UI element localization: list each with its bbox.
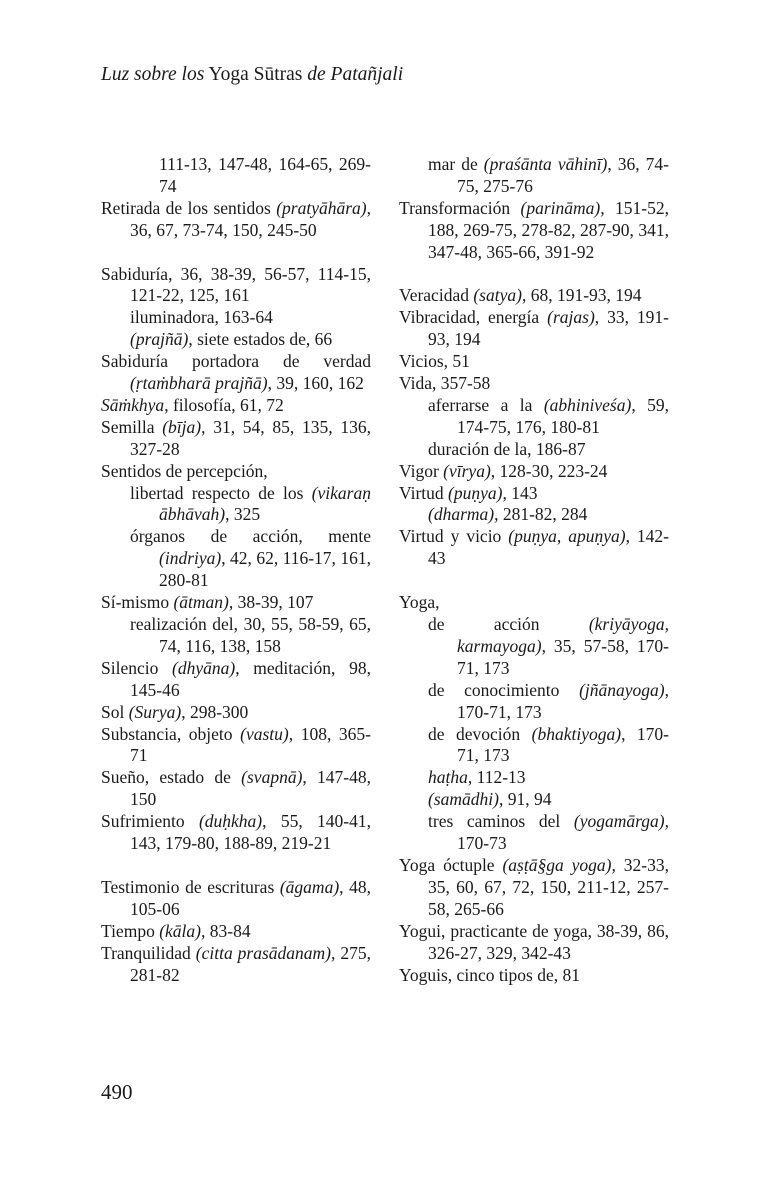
running-head-italic-2: de Patañjali (307, 64, 404, 85)
sanskrit-term: (bhaktiyoga) (531, 723, 622, 744)
entry-text: Vibracidad, energía (399, 307, 548, 328)
entry-text: , 170-71, 173 (457, 723, 669, 766)
sanskrit-term: (indriya) (159, 548, 222, 569)
entry-text: 111-13, 147-48, 164-65, 269-74 (159, 154, 371, 196)
entry-text: Virtud (399, 482, 449, 503)
index-entry (399, 855, 669, 921)
sanskrit-term: (ṛtaṁbharā prajñā) (130, 373, 268, 394)
sanskrit-term: (vīrya) (443, 460, 491, 481)
index-entry (101, 351, 371, 395)
sanskrit-term: (dharma) (428, 504, 495, 525)
entry-text: Sabiduría portadora de verdad (101, 351, 371, 372)
entry-text: Sufrimiento (101, 811, 199, 832)
sanskrit-term: (duḥkha) (198, 811, 263, 832)
index-subentry (399, 154, 669, 198)
entry-text: aferrarse a la (428, 394, 544, 415)
entry-text: Sentidos de percepción, (101, 460, 268, 481)
entry-text: , 112-13 (467, 767, 526, 788)
index-column-right (399, 154, 669, 986)
entry-text: Tranquilidad (101, 942, 196, 963)
index-entry (101, 461, 371, 483)
sanskrit-term: Sāṁkhya (101, 394, 165, 415)
index-entry (399, 285, 669, 307)
sanskrit-term: (parināma), (520, 197, 605, 218)
sanskrit-term: (jñānayoga) (579, 679, 665, 700)
sanskrit-term: (puṇya, apuṇya) (508, 526, 626, 547)
entry-text: 275, 281-82 (130, 942, 371, 985)
entry-text: , 128-30, 223-24 (490, 460, 608, 481)
entry-text: Vigor (399, 460, 444, 481)
index-entry (399, 592, 669, 614)
sanskrit-term: (āgama) (279, 876, 340, 897)
entry-text: Tiempo (101, 920, 160, 941)
entry-text: Yoguis, cinco tipos de, 81 (399, 964, 581, 985)
index-entry (101, 592, 371, 614)
sanskrit-term: (dhyāna) (172, 657, 236, 678)
index-entry (399, 198, 669, 264)
index-entry (101, 724, 371, 768)
entry-text: Semilla (101, 416, 163, 437)
index-subentry (399, 724, 669, 768)
index-entry (399, 965, 669, 987)
entry-text: duración de la, 186-87 (428, 438, 586, 459)
index-subentry (101, 307, 371, 329)
entry-text: 151-52, 188, 269-75, 278-82, 287-90, 341, 347-48, 365-66, 391-92 (428, 197, 669, 262)
entry-spacer (399, 570, 669, 592)
sanskrit-term: (yogamārga), (573, 811, 669, 832)
entry-text: de devoción (428, 723, 532, 744)
sanskrit-term: (svapnā) (241, 767, 303, 788)
entry-text: , 42, 62, 116-17, 161, 280-81 (159, 548, 371, 591)
index-entry (101, 417, 371, 461)
entry-text: , 36, 67, 73-74, 150, 245-50 (130, 197, 371, 240)
sanskrit-term: (vikaraṇ ābhāvah) (159, 482, 371, 525)
page-number: 490 (101, 1080, 133, 1104)
index-entry (101, 264, 371, 308)
sanskrit-term: (puṇya) (448, 482, 503, 503)
entry-text: Yoga óctuple (399, 854, 503, 875)
entry-text: Testimonio de escrituras (101, 876, 280, 897)
index-entry (101, 877, 371, 921)
index-subentry (399, 789, 669, 811)
entry-text: Transformación (399, 197, 521, 218)
entry-text: Substancia, objeto (101, 723, 241, 744)
index-subentry (399, 395, 669, 439)
entry-text: , siete estados de, 66 (188, 329, 333, 350)
entry-text: realización del, 30, 55, 58-59, 65, 74, 116, 138, 158 (130, 614, 371, 656)
entry-text: Retirada de los sentidos (101, 197, 277, 218)
sanskrit-term: (kriyāyoga, karmayoga) (457, 614, 669, 656)
sanskrit-term: (bīja) (162, 416, 202, 437)
index-subentry (399, 504, 669, 526)
sanskrit-term: (aṣṭā§ga yoga), (502, 854, 616, 875)
entry-text: Virtud y vicio (399, 526, 509, 547)
entry-text: , 91, 94 (498, 789, 552, 810)
index-entry (101, 658, 371, 702)
entry-text: , 108, 365-71 (130, 723, 371, 766)
index-entry (101, 702, 371, 724)
entry-text: Sí-mismo (101, 592, 174, 613)
index-subentry (399, 811, 669, 855)
entry-text: 170-73 (457, 833, 507, 854)
index-subentry (101, 154, 371, 198)
running-head-roman: Yoga Sūtras (208, 64, 303, 85)
entry-text: Sueño, estado de (101, 767, 242, 788)
entry-text: , meditación, 98, 145-46 (130, 657, 371, 700)
entry-text: , 36, 74-75, 275-76 (457, 154, 669, 196)
index-entry (399, 307, 669, 351)
entry-text: , 55, 140-41, 143, 179-80, 188-89, 219-21 (130, 811, 371, 854)
entry-text: tres caminos del (428, 811, 574, 832)
entry-text: , 325 (225, 504, 261, 525)
entry-text: Vicios, 51 (399, 351, 470, 372)
entry-spacer (101, 855, 371, 877)
index-subentry (399, 767, 669, 789)
index-subentry (399, 614, 669, 680)
index-subentry (101, 329, 371, 351)
entry-text: , 147-48, 150 (130, 767, 372, 810)
index-entry (101, 811, 371, 855)
entry-text: , 298-300 (181, 701, 249, 722)
entry-text: Yogui, practicante de yoga, 38-39, 86, 326-27, 329, 342-43 (399, 920, 669, 963)
entry-text: , 38-39, 107 (228, 592, 314, 613)
index-entry (399, 461, 669, 483)
entry-text: Sol (101, 701, 129, 722)
sanskrit-term: (kāla) (159, 920, 201, 941)
index-entry (101, 921, 371, 943)
entry-text: Vida, 357-58 (399, 373, 491, 394)
index-subentry (101, 483, 371, 527)
index-entry (399, 351, 669, 373)
entry-text: , 59, 174-75, 176, 180-81 (457, 394, 669, 437)
index-entry (101, 767, 371, 811)
sanskrit-term: haṭha (428, 767, 468, 788)
index-column-left (101, 154, 371, 986)
index-subentry (101, 526, 371, 592)
sanskrit-term: (vastu) (240, 723, 289, 744)
index-entry (399, 921, 669, 965)
entry-text: , 281-82, 284 (494, 504, 588, 525)
index-entry (101, 198, 371, 242)
entry-spacer (399, 264, 669, 286)
sanskrit-term: (rajas) (547, 307, 595, 328)
index-entry (399, 483, 669, 505)
entry-text: mar de (428, 154, 484, 174)
running-head-italic-1: Luz sobre los (101, 64, 205, 85)
entry-text: , 48, 105-06 (130, 876, 371, 919)
entry-text: , 142-43 (428, 526, 669, 569)
entry-text: Silencio (101, 657, 173, 678)
entry-text: , 68, 191-93, 194 (521, 285, 642, 306)
index-subentry (399, 439, 669, 461)
index-entry (101, 943, 371, 987)
sanskrit-term: (Surya) (128, 701, 182, 722)
entry-spacer (101, 242, 371, 264)
sanskrit-term: (pratyāhāra) (276, 197, 367, 218)
entry-text: Yoga, (399, 592, 440, 613)
entry-text: Sabiduría, 36, 38-39, 56-57, 114-15, 121-22, 125, 161 (101, 263, 371, 306)
index-subentry (101, 614, 371, 658)
index-entry (399, 526, 669, 570)
index-entry (399, 373, 669, 395)
sanskrit-term: (abhiniveśa) (543, 394, 632, 415)
entry-text: 32-33, 35, 60, 67, 72, 150, 211-12, 257-58, 265-66 (428, 854, 669, 919)
sanskrit-term: (ātman) (173, 592, 229, 613)
index-subentry (399, 680, 669, 724)
sanskrit-term: (praśānta vāhinī) (483, 154, 608, 174)
entry-text: de conocimiento (428, 679, 580, 700)
entry-text: órganos de acción, mente (130, 526, 371, 547)
sanskrit-term: (satya) (473, 285, 522, 306)
entry-text: Veracidad (399, 285, 474, 306)
entry-text: , 35, 57-58, 170-71, 173 (457, 635, 669, 678)
sanskrit-term: (prajñā) (130, 329, 189, 350)
entry-text: , 143 (502, 482, 538, 503)
index-entry (101, 395, 371, 417)
sanskrit-term: (citta prasādanam), (195, 942, 336, 963)
entry-text: , filosofía, 61, 72 (164, 394, 284, 415)
entry-text: , 33, 191-93, 194 (428, 307, 669, 350)
entry-text: iluminadora, 163-64 (130, 307, 273, 328)
entry-text: , 83-84 (201, 920, 251, 941)
entry-text: libertad respecto de los (130, 482, 312, 503)
running-head (101, 62, 403, 88)
entry-text: , 31, 54, 85, 135, 136, 327-28 (130, 416, 372, 459)
entry-text: , 170-71, 173 (457, 679, 669, 722)
sanskrit-term: (samādhi) (428, 789, 499, 810)
entry-text: , 39, 160, 162 (267, 373, 364, 394)
entry-text: de acción (428, 614, 589, 634)
